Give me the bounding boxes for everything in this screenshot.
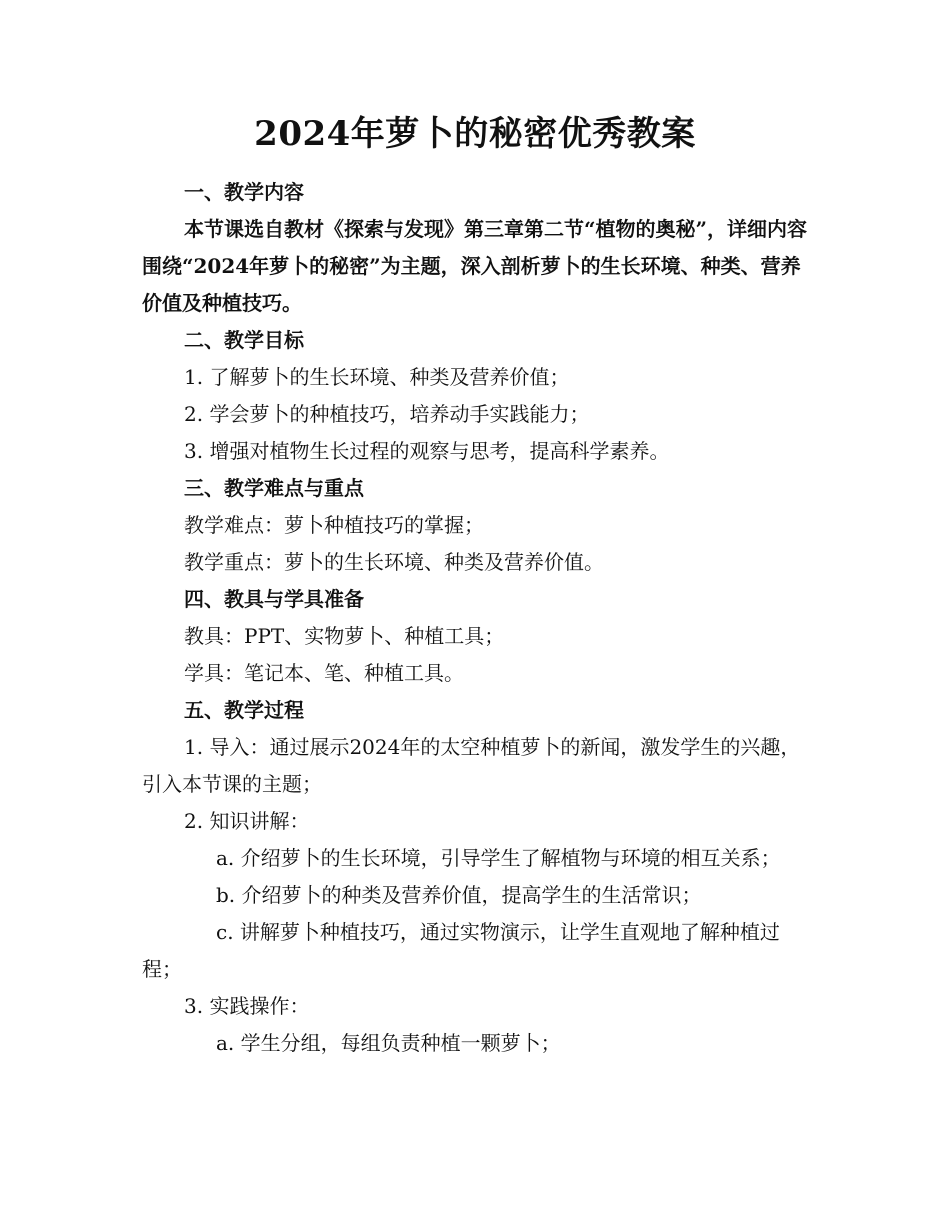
objective-item-3: 3. 增强对植物生长过程的观察与思考，提高科学素养。 — [184, 439, 670, 463]
student-materials: 学具：笔记本、笔、种植工具。 — [184, 661, 464, 685]
process-item-1: 1. 导入：通过展示2024年的太空种植萝卜的新闻，激发学生的兴趣，引入本节课的主题； — [142, 735, 801, 796]
section-heading-objectives: 二、教学目标 — [184, 328, 304, 352]
section-heading-process: 五、教学过程 — [184, 698, 304, 722]
process-subitem-a: a. 介绍萝卜的生长环境，引导学生了解植物与环境的相互关系； — [216, 846, 781, 870]
section-heading-difficulties: 三、教学难点与重点 — [184, 476, 364, 500]
practice-subitem-a: a. 学生分组，每组负责种植一颗萝卜； — [216, 1031, 561, 1055]
document-body — [142, 112, 808, 1062]
teacher-materials: 教具：PPT、实物萝卜、种植工具； — [184, 624, 505, 648]
difficulty-item: 教学难点：萝卜种植技巧的掌握； — [184, 513, 484, 537]
keypoint-item: 教学重点：萝卜的生长环境、种类及营养价值。 — [184, 550, 604, 574]
process-item-3: 3. 实践操作： — [184, 994, 310, 1018]
content-paragraph: 本节课选自教材《探索与发现》第三章第二节“植物的奥秘”，详细内容围绕“2024年萝卜的秘密”为主题，深入剖析萝卜的生长环境、种类、营养价值及种植技巧。 — [142, 217, 808, 315]
section-heading-materials: 四、教具与学具准备 — [184, 587, 364, 611]
process-subitem-b: b. 介绍萝卜的种类及营养价值，提高学生的生活常识； — [216, 883, 702, 907]
process-subitem-c: c. 讲解萝卜种植技巧，通过实物演示，让学生直观地了解种植过程； — [142, 920, 780, 981]
process-item-2: 2. 知识讲解： — [184, 809, 310, 833]
section-heading-content: 一、教学内容 — [184, 180, 304, 204]
objective-item-1: 1. 了解萝卜的生长环境、种类及营养价值； — [184, 365, 570, 389]
document-title: 2024年萝卜的秘密优秀教案 — [254, 114, 696, 154]
objective-item-2: 2. 学会萝卜的种植技巧，培养动手实践能力； — [184, 402, 590, 426]
